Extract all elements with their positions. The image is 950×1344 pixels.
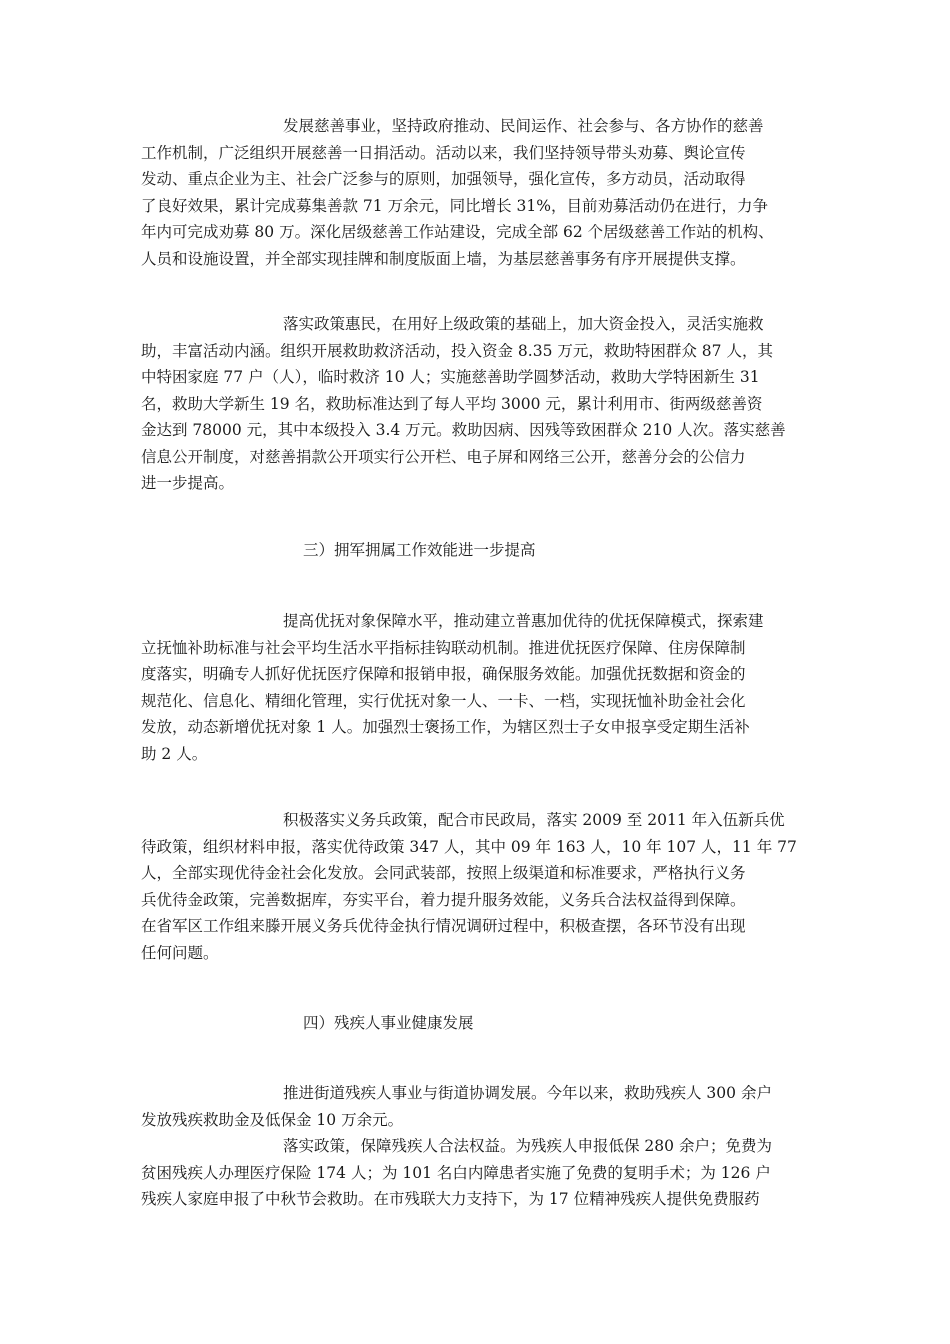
paragraph-charity bbox=[141, 113, 817, 272]
section-heading-disability: 四）残疾人事业健康发展 bbox=[303, 1014, 474, 1032]
text-line: 在省军区工作组来滕开展义务兵优待金执行情况调研过程中，积极查摆，各环节没有出现 bbox=[141, 917, 746, 935]
text-line: 推进街道残疾人事业与街道协调发展。今年以来，救助残疾人 300 余户 bbox=[283, 1084, 772, 1102]
text-line: 任何问题。 bbox=[141, 943, 219, 962]
text-line: 规范化、信息化、精细化管理，实行优抚对象一人、一卡、一档，实现抚恤补助金社会化 bbox=[141, 691, 746, 710]
paragraph-disability-rights bbox=[141, 1133, 817, 1213]
text-line: 发放残疾救助金及低保金 10 万余元。 bbox=[141, 1110, 404, 1129]
text-line: 落实政策，保障残疾人合法权益。为残疾人申报低保 280 余户；免费为 bbox=[283, 1137, 772, 1155]
paragraph-conscript-policy bbox=[141, 807, 817, 966]
text-line: 进一步提高。 bbox=[141, 474, 235, 492]
text-line: 了良好效果，累计完成募集善款 71 万余元，同比增长 31%，目前劝募活动仍在进行，力争 bbox=[141, 196, 768, 215]
text-line: 贫困残疾人办理医疗保险 174 人；为 101 名白内障患者实施了免费的复明手术；为 126 户 bbox=[141, 1163, 771, 1182]
text-line: 度落实，明确专人抓好优抚医疗保障和报销申报，确保服务效能。加强优抚数据和资金的 bbox=[141, 665, 746, 683]
paragraph-disability-coordination bbox=[141, 1080, 817, 1133]
text-line: 助，丰富活动内涵。组织开展救助救济活动，投入资金 8.35 万元，救助特困群众 87 人，其 bbox=[141, 341, 773, 360]
text-line: 信息公开制度，对慈善捐款公开项实行公开栏、电子屏和网络三公开，慈善分会的公信力 bbox=[141, 447, 746, 466]
text-line: 立抚恤补助标准与社会平均生活水平指标挂钩联动机制。推进优抚医疗保障、住房保障制 bbox=[141, 638, 746, 657]
text-line: 中特困家庭 77 户（人），临时救济 10 人；实施慈善助学圆梦活动，救助大学特困新生 31 bbox=[141, 368, 760, 386]
paragraph-special-care bbox=[141, 608, 817, 767]
text-line: 待政策，组织材料申报，落实优待政策 347 人，其中 09 年 163 人，10 年 107 人，11 年 77 bbox=[141, 837, 797, 856]
text-line: 年内可完成劝募 80 万。深化居级慈善工作站建设，完成全部 62 个居级慈善工作站的机构、 bbox=[141, 223, 774, 241]
text-line: 发放，动态新增优抚对象 1 人。加强烈士褒扬工作，为辖区烈士子女申报享受定期生活补 bbox=[141, 718, 750, 736]
text-line: 工作机制，广泛组织开展慈善一日捐活动。活动以来，我们坚持领导带头劝募、舆论宣传 bbox=[141, 143, 746, 162]
section-heading-military-support: 三）拥军拥属工作效能进一步提高 bbox=[303, 541, 536, 559]
text-line: 落实政策惠民，在用好上级政策的基础上，加大资金投入，灵活实施救 bbox=[283, 315, 764, 333]
text-line: 残疾人家庭申报了中秋节会救助。在市残联大力支持下，为 17 位精神残疾人提供免费服药 bbox=[141, 1190, 760, 1208]
text-line: 提高优抚对象保障水平，推动建立普惠加优待的优抚保障模式，探索建 bbox=[283, 612, 764, 630]
text-line: 人员和设施设置，并全部实现挂牌和制度版面上墙，为基层慈善事务有序开展提供支撑。 bbox=[141, 249, 746, 268]
text-line: 名，救助大学新生 19 名，救助标准达到了每人平均 3000 元，累计利用市、街两级慈善资 bbox=[141, 394, 763, 413]
text-line: 发动、重点企业为主、社会广泛参与的原则，加强领导，强化宣传，多方动员，活动取得 bbox=[141, 170, 746, 188]
text-line: 发展慈善事业，坚持政府推动、民间运作、社会参与、各方协作的慈善 bbox=[283, 117, 764, 135]
text-line: 助 2 人。 bbox=[141, 744, 208, 763]
text-line: 兵优待金政策，完善数据库，夯实平台，着力提升服务效能，义务兵合法权益得到保障。 bbox=[141, 890, 746, 909]
text-line: 积极落实义务兵政策，配合市民政局，落实 2009 至 2011 年入伍新兵优 bbox=[283, 811, 785, 829]
text-line: 金达到 78000 元，其中本级投入 3.4 万元。救助因病、因残等致困群众 210 人次。落实慈善 bbox=[141, 421, 786, 439]
paragraph-policy-relief bbox=[141, 311, 817, 497]
text-line: 人，全部实现优待金社会化发放。会同武装部，按照上级渠道和标准要求，严格执行义务 bbox=[141, 864, 746, 882]
